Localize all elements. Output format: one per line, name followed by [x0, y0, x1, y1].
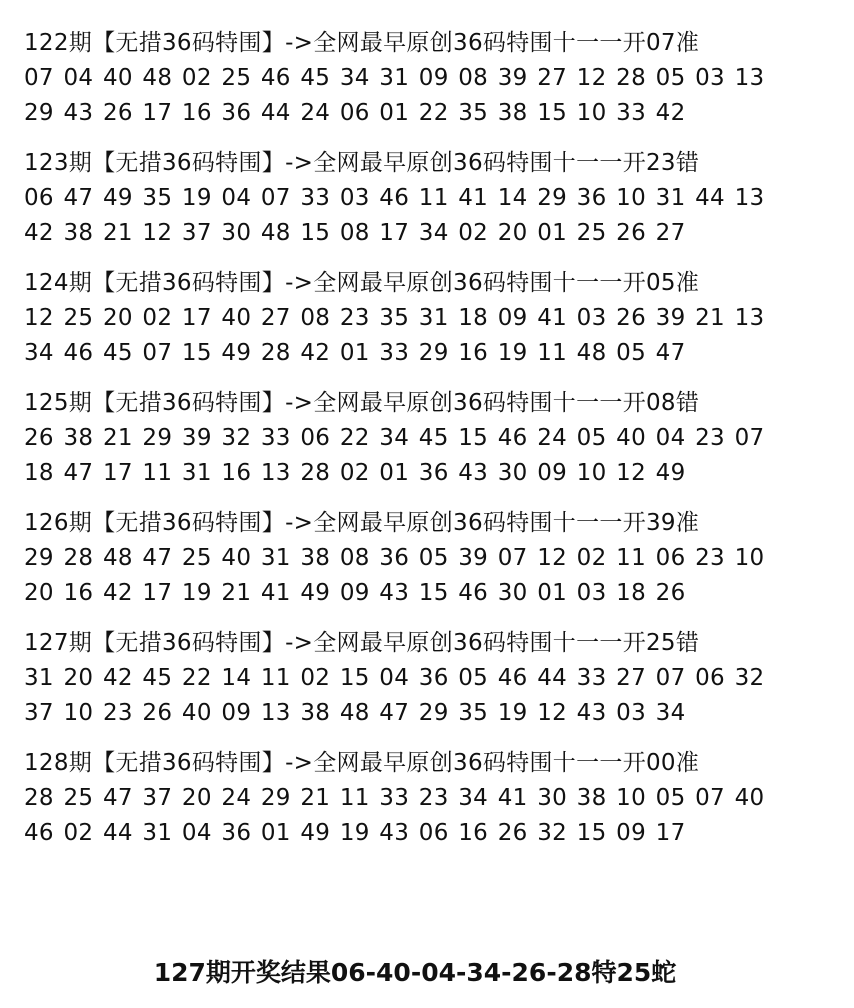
- record-124: [24, 266, 834, 371]
- record-126: [24, 506, 834, 611]
- record-numbers-line-1: 06 47 49 35 19 04 07 33 03 46 11 41 14 29 36 10 31 44 13: [24, 185, 765, 211]
- record-header: 127期【无措36码特围】->全网最早原创36码特围十一一开25错: [24, 630, 700, 656]
- record-header: 123期【无措36码特围】->全网最早原创36码特围十一一开23错: [24, 150, 700, 176]
- record-numbers-line-2: 18 47 17 11 31 16 13 28 02 01 36 43 30 09 10 12 49: [24, 460, 686, 486]
- record-numbers-line-2: 34 46 45 07 15 49 28 42 01 33 29 16 19 11 48 05 47: [24, 340, 686, 366]
- record-125: [24, 386, 834, 491]
- record-122: [24, 26, 834, 131]
- record-numbers-line-2: 42 38 21 12 37 30 48 15 08 17 34 02 20 01 25 26 27: [24, 220, 686, 246]
- record-numbers-line-1: 26 38 21 29 39 32 33 06 22 34 45 15 46 24 05 40 04 23 07: [24, 425, 765, 451]
- record-numbers-line-1: 31 20 42 45 22 14 11 02 15 04 36 05 46 44 33 27 07 06 32: [24, 665, 765, 691]
- record-numbers-line-1: 29 28 48 47 25 40 31 38 08 36 05 39 07 12 02 11 06 23 10: [24, 545, 765, 571]
- record-127: [24, 626, 834, 731]
- record-128: [24, 746, 834, 851]
- record-header: 122期【无措36码特围】->全网最早原创36码特围十一一开07准: [24, 30, 700, 56]
- record-numbers-line-2: 29 43 26 17 16 36 44 24 06 01 22 35 38 15 10 33 42: [24, 100, 686, 126]
- record-numbers-line-1: 28 25 47 37 20 24 29 21 11 33 23 34 41 30 38 10 05 07 40: [24, 785, 765, 811]
- record-numbers-line-1: 12 25 20 02 17 40 27 08 23 35 31 18 09 41 03 26 39 21 13: [24, 305, 765, 331]
- records-list: [24, 26, 834, 866]
- draw-result: 127期开奖结果06-40-04-34-26-28特25蛇: [153, 958, 677, 987]
- record-numbers-line-2: 37 10 23 26 40 09 13 38 48 47 29 35 19 12 43 03 34: [24, 700, 686, 726]
- record-header: 128期【无措36码特围】->全网最早原创36码特围十一一开00准: [24, 750, 700, 776]
- record-numbers-line-2: 20 16 42 17 19 21 41 49 09 43 15 46 30 01 03 18 26: [24, 580, 686, 606]
- record-numbers-line-2: 46 02 44 31 04 36 01 49 19 43 06 16 26 32 15 09 17: [24, 820, 686, 846]
- record-numbers-line-1: 07 04 40 48 02 25 46 45 34 31 09 08 39 27 12 28 05 03 13: [24, 65, 765, 91]
- record-123: [24, 146, 834, 251]
- record-header: 126期【无措36码特围】->全网最早原创36码特围十一一开39准: [24, 510, 700, 536]
- record-header: 125期【无措36码特围】->全网最早原创36码特围十一一开08错: [24, 390, 700, 416]
- record-header: 124期【无措36码特围】->全网最早原创36码特围十一一开05准: [24, 270, 700, 296]
